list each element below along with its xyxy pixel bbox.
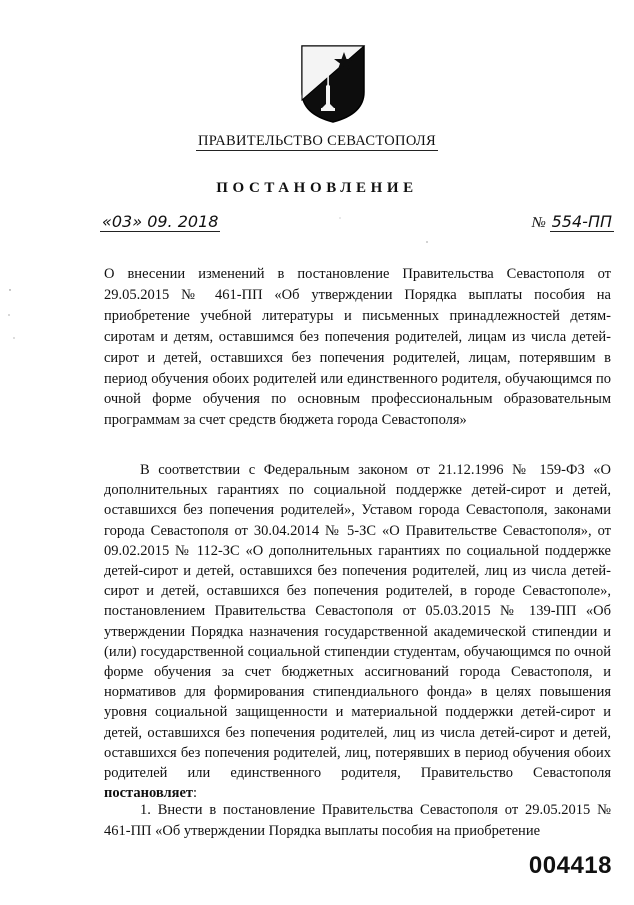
serial-number: 004418 (528, 852, 612, 879)
preamble-text: В соответствии с Федеральным законом от 21.12.1996 № 159-ФЗ «О дополнительных гарантиях по социальной поддержке детей-сирот и детей, оставшихся без попечения родителей», Уставом города Севастополя, законами города Севастополя от 30.04.2014 № 5-ЗС «О Правительстве Севастополя», от 09.02.2015 № 112-ЗС «О дополнительных гарантиях по социальной поддержке детей-сирот и детей, оставшихся без попечения родителей, лиц из числа детей-сирот и детей, оставшихся без попечения родителей, в городе Севастополе», постановлением Правительства Севастополя от 05.03.2015 № 139-ПП «Об утверждении Порядка назначения государственной академической стипендии и (или) государственной социальной стипендии студентам, обучающимся по очной форме обучения за счет бюджетных ассигнований города Севастополя, и нормативов для формирования стипендиального фонда» в целях повышения уровня социальной защищенности и материальной поддержки детей-сирот и детей, оставшихся без попечения родителей, лиц из числа детей-сирот и детей, оставшихся без попечения родителей, лиц, потерявших в период обучения обоих родителей или единственного родителя, Правительство Севастополя (104, 462, 611, 782)
document-type: ПОСТАНОВЛЕНИЕ (216, 180, 418, 196)
decree-colon: : (193, 785, 198, 802)
government-name: ПРАВИТЕЛЬСТВО СЕВАСТОПОЛЯ (198, 133, 436, 149)
decree-word: постановляет (104, 785, 194, 802)
document-number: № 554-ПП (531, 212, 612, 231)
item-1: 1. Внести в постановление Правительства Севастополя от 29.05.2015 № 461-ПП «Об утверждении Порядка выплаты пособия на приобретение (104, 802, 611, 839)
document-subject: О внесении изменений в постановление Правительства Севастополя от 29.05.2015 № 461-ПП «Об утверждении Порядка выплаты пособия на приобретение учебной литературы и письменных принадлежностей детям-сиротам и детям, оставшимся без попечения родителей, лицам из числа детей-сирот и детей, оставшихся без попечения родителей, лицам, потерявшим в период обучения обоих родителей или единственного родителя, обучающимся по очной форме обучения по основным профессиональным образовательным программам за счет средств бюджета города Севастополя» (104, 266, 611, 429)
document-date: «03» 09. 2018 (102, 212, 219, 231)
